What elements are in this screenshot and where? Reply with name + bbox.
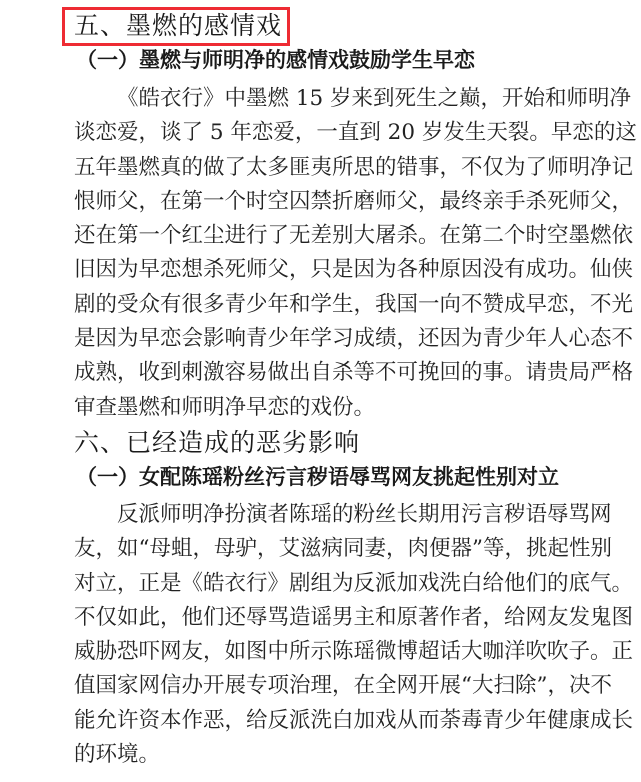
text-line: 审查墨燃和师明净早恋的戏份。 <box>74 394 376 420</box>
text-line: 《皓衣行》中墨燃 15 岁来到死生之巅，开始和师明净 <box>117 86 632 111</box>
text-line: 对立，正是《皓衣行》剧组为反派加戏洗白给他们的底气。 <box>74 570 634 596</box>
text-line: 谈恋爱，谈了 5 年恋爱，一直到 20 岁发生天裂。早恋的这 <box>74 120 637 146</box>
text-line: 剧的受众有很多青少年和学生，我国一向不赞成早恋，不光 <box>74 291 634 317</box>
subsection-heading-5-1: （一）墨燃与师明净的感情戏鼓励学生早恋 <box>76 48 475 72</box>
text-line: 恨师父，在第一个时空囚禁折磨师父，最终亲手杀死师父， <box>74 188 634 214</box>
text-line: 是因为早恋会影响青少年学习成绩，还因为青少年人心态不 <box>74 326 634 352</box>
text-line: 不仅如此，他们还辱骂造谣男主和原著作者，给网友发鬼图 <box>74 604 634 630</box>
text-line: 威胁恐吓网友，如图中所示陈瑶微博超话大咖洋吹吹子。正 <box>74 639 634 665</box>
section-heading-5: 五、墨燃的感情戏 <box>74 11 283 40</box>
text-line: 五年墨燃真的做了太多匪夷所思的错事，不仅为了师明净记 <box>74 154 634 180</box>
text-line: 成熟，收到刺激容易做出自杀等不可挽回的事。请贵局严格 <box>74 360 634 386</box>
section-heading-6: 六、已经造成的恶劣影响 <box>74 428 361 457</box>
text-line: 友，如“母蛆，母驴，艾滋病同妻，肉便器”等，挑起性别 <box>74 536 612 562</box>
text-line: 还在第一个红尘进行了无差别大屠杀。在第二个时空墨燃依 <box>74 223 634 249</box>
text-line: 值国家网信办开展专项治理，在全网开展“大扫除”，决不 <box>74 673 612 699</box>
paragraph-6-1 <box>74 498 634 772</box>
paragraph-5-1 <box>74 82 637 425</box>
text-line: 的环境。 <box>74 742 161 768</box>
text-line: 旧因为早恋想杀死师父，只是因为各种原因没有成功。仙侠 <box>74 257 634 283</box>
text-line: 能允许资本作恶，给反派洗白加戏从而荼毒青少年健康成长 <box>74 707 634 733</box>
subsection-heading-6-1: （一）女配陈瑶粉丝污言秽语辱骂网友挑起性别对立 <box>76 465 559 489</box>
text-line: 反派师明净扮演者陈瑶的粉丝长期用污言秽语辱骂网 <box>117 502 612 527</box>
